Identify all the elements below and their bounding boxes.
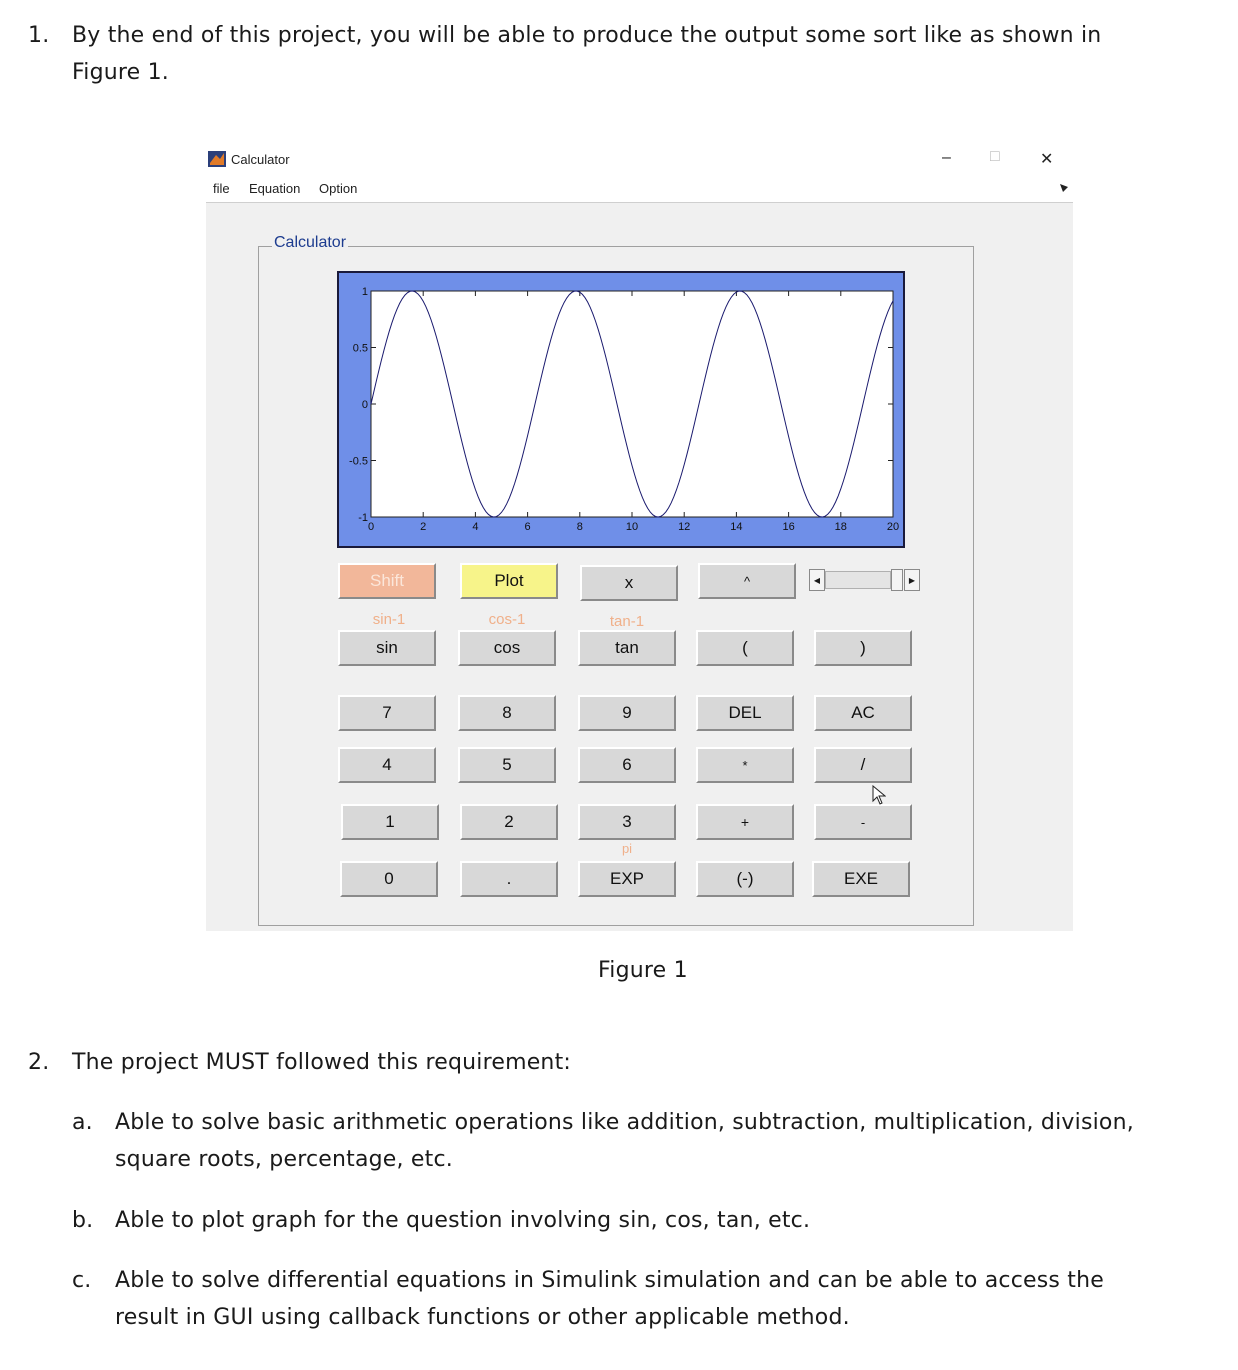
title-bar — [206, 144, 1073, 176]
close-icon[interactable]: ✕ — [1040, 151, 1054, 168]
slider-thumb[interactable] — [891, 569, 903, 591]
eight-button[interactable]: 8 — [458, 695, 556, 731]
acos-label: cos-1 — [488, 611, 526, 628]
item-2-text: The project MUST followed this requirement: — [72, 1050, 572, 1075]
x-tick-label: 6 — [524, 521, 531, 533]
sin-button[interactable]: sin — [338, 630, 436, 666]
four-button[interactable]: 4 — [338, 747, 436, 783]
x-tick-label: 16 — [782, 521, 795, 533]
left-paren-button[interactable]: ( — [696, 630, 794, 666]
x-button[interactable]: x — [580, 565, 678, 601]
menu-file[interactable]: file — [213, 181, 230, 196]
x-tick-label: 20 — [886, 521, 900, 533]
calculator-window — [206, 144, 1073, 931]
x-tick-label: 10 — [625, 521, 639, 533]
sub-item-c-letter: c. — [72, 1268, 92, 1293]
slider-right-arrow-icon[interactable]: ▶ — [904, 569, 920, 591]
item-1-line-2: Figure 1. — [72, 60, 169, 85]
exp-button[interactable]: EXP — [578, 861, 676, 897]
atan-label: tan-1 — [609, 613, 645, 630]
slider[interactable] — [809, 569, 921, 591]
right-paren-button[interactable]: ) — [814, 630, 912, 666]
sub-item-c-line-1: Able to solve differential equations in Simulink simulation and can be able to access the — [115, 1268, 1104, 1293]
tan-button[interactable]: tan — [578, 630, 676, 666]
window-title: Calculator — [231, 152, 290, 167]
menu-option[interactable]: Option — [319, 181, 358, 196]
x-tick-label: 2 — [420, 521, 427, 533]
six-button[interactable]: 6 — [578, 747, 676, 783]
x-tick-label: 8 — [576, 521, 583, 533]
five-button[interactable]: 5 — [458, 747, 556, 783]
x-tick-label: 18 — [834, 521, 847, 533]
matlab-logo-icon — [208, 151, 226, 167]
add-button[interactable]: + — [696, 804, 794, 840]
slider-left-arrow-icon[interactable]: ◀ — [809, 569, 825, 591]
multiply-button[interactable]: * — [696, 747, 794, 783]
y-tick-label: -0.5 — [349, 455, 368, 468]
asin-label: sin-1 — [372, 611, 406, 628]
zero-button[interactable]: 0 — [340, 861, 438, 897]
execute-button[interactable]: EXE — [812, 861, 910, 897]
one-button[interactable]: 1 — [341, 804, 439, 840]
maximize-icon[interactable]: □ — [990, 148, 1000, 165]
decimal-button[interactable]: . — [460, 861, 558, 897]
sine-chart — [339, 273, 903, 546]
power-button[interactable]: ^ — [698, 563, 796, 599]
y-tick-label: -1 — [358, 512, 368, 524]
negative-button[interactable]: (-) — [696, 861, 794, 897]
sub-item-c-line-2: result in GUI using callback functions or other applicable method. — [115, 1305, 850, 1330]
menu-equation[interactable]: Equation — [249, 181, 301, 196]
mouse-cursor-icon — [872, 785, 886, 805]
nine-button[interactable]: 9 — [578, 695, 676, 731]
item-1-number: 1. — [28, 23, 50, 48]
item-2-number: 2. — [28, 1050, 50, 1075]
figure-caption: Figure 1 — [598, 958, 688, 983]
slider-track[interactable] — [825, 571, 891, 589]
all-clear-button[interactable]: AC — [814, 695, 912, 731]
panel-title: Calculator — [274, 234, 347, 251]
plot-axes-frame — [337, 271, 905, 548]
sub-item-a-letter: a. — [72, 1110, 93, 1135]
pi-label: pi — [621, 841, 633, 856]
delete-button[interactable]: DEL — [696, 695, 794, 731]
three-button[interactable]: 3 — [578, 804, 676, 840]
two-button[interactable]: 2 — [460, 804, 558, 840]
item-1-line-1: By the end of this project, you will be able to produce the output some sort like as shown in — [72, 23, 1102, 48]
sub-item-a-line-1: Able to solve basic arithmetic operations like addition, subtraction, multiplication, division, — [115, 1110, 1134, 1135]
sub-item-b-letter: b. — [72, 1208, 94, 1233]
sub-item-a-line-2: square roots, percentage, etc. — [115, 1147, 453, 1172]
x-tick-label: 4 — [472, 521, 479, 533]
menu-bar — [206, 176, 1073, 203]
x-tick-label: 14 — [730, 521, 743, 533]
x-tick-label: 12 — [678, 521, 691, 533]
y-tick-label: 0 — [361, 399, 368, 411]
shift-button[interactable]: Shift — [338, 563, 436, 599]
plot-area — [371, 291, 893, 517]
cos-button[interactable]: cos — [458, 630, 556, 666]
minimize-icon[interactable]: – — [942, 149, 951, 166]
seven-button[interactable]: 7 — [338, 695, 436, 731]
subtract-button[interactable]: - — [814, 804, 912, 840]
divide-button[interactable]: / — [814, 747, 912, 783]
item-2 — [28, 1044, 1188, 1344]
sub-item-b-line-1: Able to plot graph for the question involving sin, cos, tan, etc. — [115, 1208, 811, 1233]
plot-button[interactable]: Plot — [460, 563, 558, 599]
x-tick-label: 0 — [367, 521, 375, 533]
y-tick-label: 0.5 — [352, 342, 368, 355]
toolbar-arrow-icon[interactable] — [1060, 184, 1068, 192]
y-tick-label: 1 — [361, 286, 368, 298]
